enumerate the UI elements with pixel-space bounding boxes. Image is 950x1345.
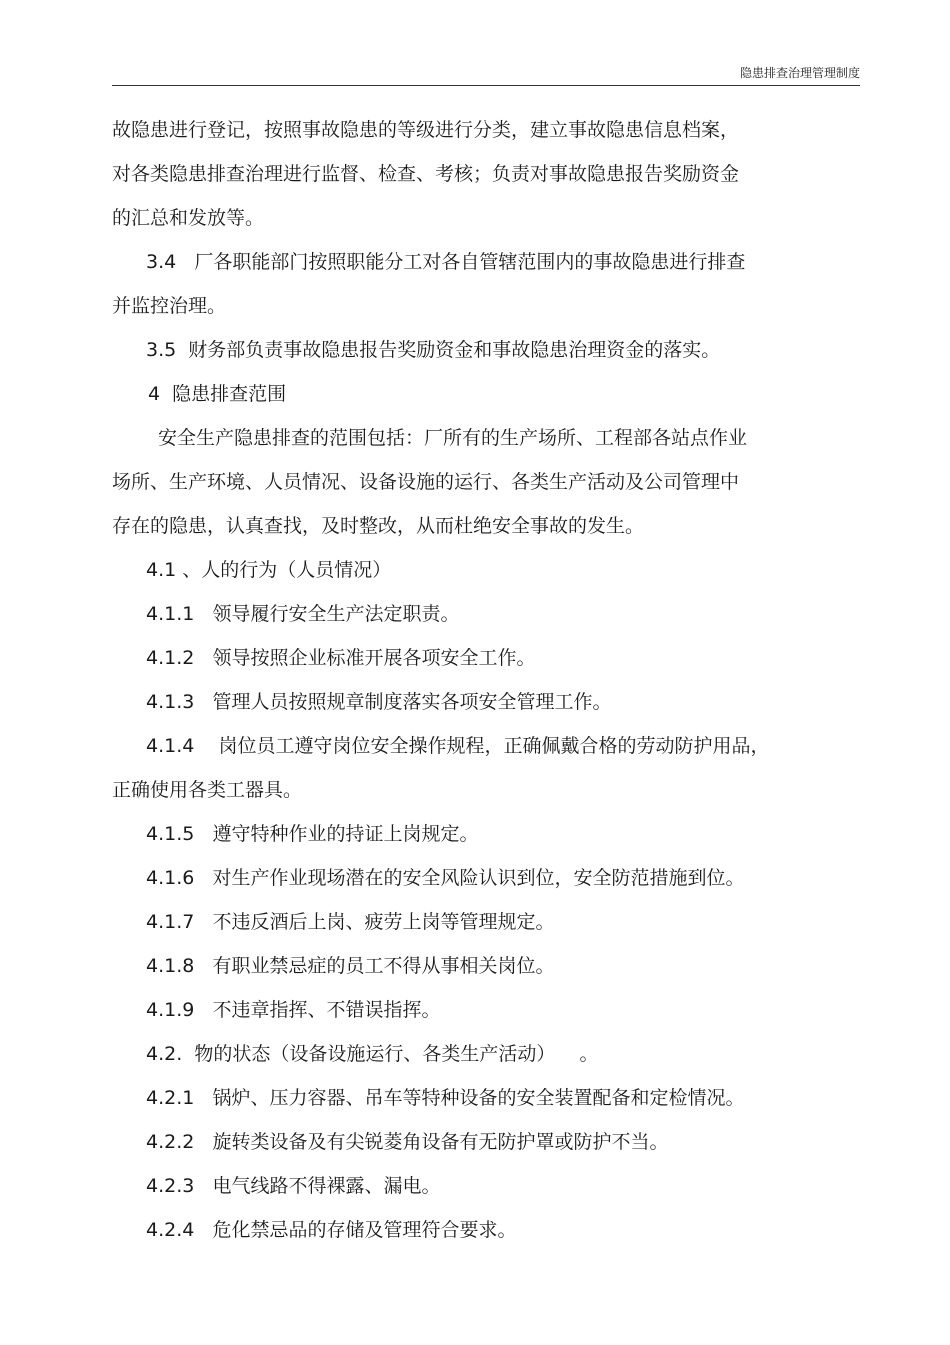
list-item: 4.1.5 遵守特种作业的持证上岗规定。 [146,823,479,845]
paragraph-line: 场所、生产环境、人员情况、设备设施的运行、各类生产活动及公司管理中 [112,471,740,493]
list-item: 4.2.1 锅炉、压力容器、吊车等特种设备的安全装置配备和定检情况。 [146,1087,745,1109]
paragraph-line: 安全生产隐患排查的范围包括：厂所有的生产场所、工程部各站点作业 [158,427,748,449]
running-header: 隐患排查治理管理制度 [739,66,860,80]
list-item-continuation: 正确使用各类工器具。 [112,779,303,801]
list-item: 4.2.4 危化禁忌品的存储及管理符合要求。 [146,1219,517,1241]
list-item: 4.1.4 岗位员工遵守岗位安全操作规程，正确佩戴合格的劳动防护用品， [146,735,770,757]
paragraph-line: 存在的隐患，认真查找，及时整改，从而杜绝安全事故的发生。 [112,515,645,537]
subsection-heading: 4.1 、人的行为（人员情况） [146,559,392,581]
list-item: 4.2.2 旋转类设备及有尖锐菱角设备有无防护罩或防护不当。 [146,1131,669,1153]
list-item: 4.1.9 不违章指挥、不错误指挥。 [146,999,441,1021]
paragraph-line: 对各类隐患排查治理进行监督、检查、考核；负责对事故隐患报告奖励资金 [112,163,740,185]
clause-3-5-line: 3.5 财务部负责事故隐患报告奖励资金和事故隐患治理资金的落实。 [146,339,721,361]
paragraph-line: 的汇总和发放等。 [112,207,265,229]
header-rule [112,85,860,86]
list-item: 4.1.1 领导履行安全生产法定职责。 [146,603,460,625]
subsection-heading: 4.2. 物的状态（设备设施运行、各类生产活动） 。 [146,1043,599,1065]
list-item: 4.1.6 对生产作业现场潜在的安全风险认识到位，安全防范措施到位。 [146,867,745,889]
paragraph-line: 并监控治理。 [112,295,227,317]
paragraph-line: 故隐患进行登记，按照事故隐患的等级进行分类，建立事故隐患信息档案， [112,119,740,141]
list-item: 4.1.7 不违反酒后上岗、疲劳上岗等管理规定。 [146,911,555,933]
section-heading: 4 隐患排查范围 [148,383,287,405]
body-text [112,108,812,1252]
clause-3-4-line: 3.4 厂各职能部门按照职能分工对各自管辖范围内的事故隐患进行排查 [146,251,746,273]
list-item: 4.2.3 电气线路不得裸露、漏电。 [146,1175,441,1197]
list-item: 4.1.3 管理人员按照规章制度落实各项安全管理工作。 [146,691,612,713]
list-item: 4.1.8 有职业禁忌症的员工不得从事相关岗位。 [146,955,555,977]
list-item: 4.1.2 领导按照企业标准开展各项安全工作。 [146,647,536,669]
